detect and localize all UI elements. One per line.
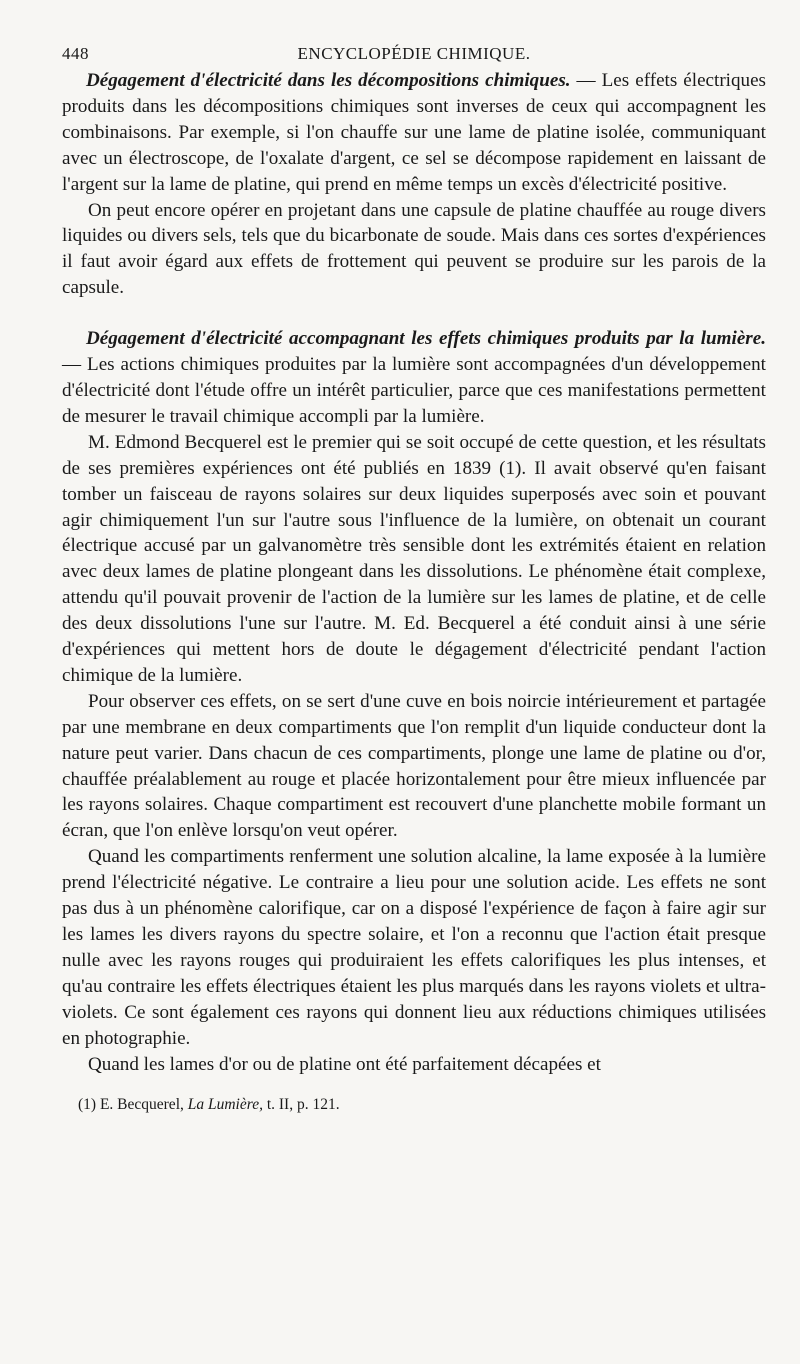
paragraph	[62, 326, 766, 430]
paragraph-text: — Les effets électriques produits dans les décompositions chimiques sont inverses de ceux qui accompagnent les combinaisons. Par exemple, si l'on chauffe sur une lame de platine isolée, communiquant avec un électroscope, de l'oxalate d'argent, ce sel se décompose rapidement en laissant de l'argent sur la lame de platine, qui prend en même temps un excès d'électricité positive.	[62, 70, 766, 195]
section-title: Dégagement d'électricité dans les décompositions chimiques.	[86, 70, 571, 91]
paragraph: Quand les compartiments renferment une solution alcaline, la lame exposée à la lumière prend l'électricité négative. Le contraire a lieu pour une solution acide. Les effets ne sont pas dus à un phénomène calorifique, car on a disposé l'expérience de façon à faire agir sur les lames les divers rayons du spectre solaire, et l'on a reconnu que l'action était presque nulle avec les rayons rouges qui produiraient les effets calorifiques les plus intenses, et qu'au contraire les effets électriques étaient les plus marqués dans les rayons violets et ultra-violets. Ce sont également ces rayons qui donnent lieu aux réductions chimiques utilisées en photographie.	[62, 846, 766, 1049]
paragraph-text: — Les actions chimiques produites par la lumière sont accompagnées d'un développement d'électricité dont l'étude offre un intérêt particulier, parce que ces manifestations permettent de mesurer le travail chimique accompli par la lumière.	[62, 354, 766, 427]
section-title: Dégagement d'électricité accompagnant les effets chimiques produits par la lumière.	[86, 328, 766, 350]
footnote-work: La Lumière,	[187, 1096, 263, 1114]
running-title: ENCYCLOPÉDIE CHIMIQUE.	[297, 44, 531, 63]
footnote-author: E. Becquerel,	[99, 1096, 184, 1114]
running-head	[62, 38, 766, 68]
paragraph: On peut encore opérer en projetant dans une capsule de platine chauffée au rouge divers liquides ou divers sels, tels que du bicarbonate de soude. Mais dans ces sortes d'expériences il faut avoir égard aux effets de frottement qui peuvent se produire sur les parois de la capsule.	[62, 199, 766, 299]
paragraph: Quand les lames d'or ou de platine ont été parfaitement décapées et	[88, 1053, 601, 1075]
page-body	[62, 68, 766, 1077]
paragraph	[62, 68, 766, 198]
footnote	[62, 1095, 766, 1115]
page-number: 448	[62, 44, 89, 63]
paragraph: M. Edmond Becquerel est le premier qui se soit occupé de cette question, et les résultats de ses premières expériences ont été publiés en 1839 (1). Il avait observé qu'en faisant tomber un faisceau de rayons solaires sur deux liquides superposés avec soin et pouvant agir chimiquement l'un sur l'autre sous l'influence de la lumière, on obtenait un courant électrique accusé par un galvanomètre très sensible dont les extrémités étaient en relation avec deux lames de platine plongeant dans les dissolutions. Le phénomène était complexe, attendu qu'il pouvait provenir de l'action de la lumière sur les lames de platine, et de celle des deux dissolutions l'une sur l'autre. M. Ed. Becquerel a été conduit ainsi à une série d'expériences qui mettent hors de doute le dégagement d'électricité pendant l'action chimique de la lumière.	[62, 431, 766, 686]
footnote-reference: t. II, p. 121.	[266, 1096, 340, 1114]
paragraph: Pour observer ces effets, on se sert d'une cuve en bois noircie intérieurement et partagée par une membrane en deux compartiments que l'on remplit d'un liquide conducteur dont la nature peut varier. Dans chacun de ces compartiments, plonge une lame de platine ou d'or, chauffée préalablement au rouge et placée horizontalement pour être mieux influencée par les rayons solaires. Chaque compartiment est recouvert d'une planchette mobile formant un écran, que l'on enlève lorsqu'on veut opérer.	[62, 690, 766, 842]
footnote-marker: (1)	[78, 1096, 97, 1114]
